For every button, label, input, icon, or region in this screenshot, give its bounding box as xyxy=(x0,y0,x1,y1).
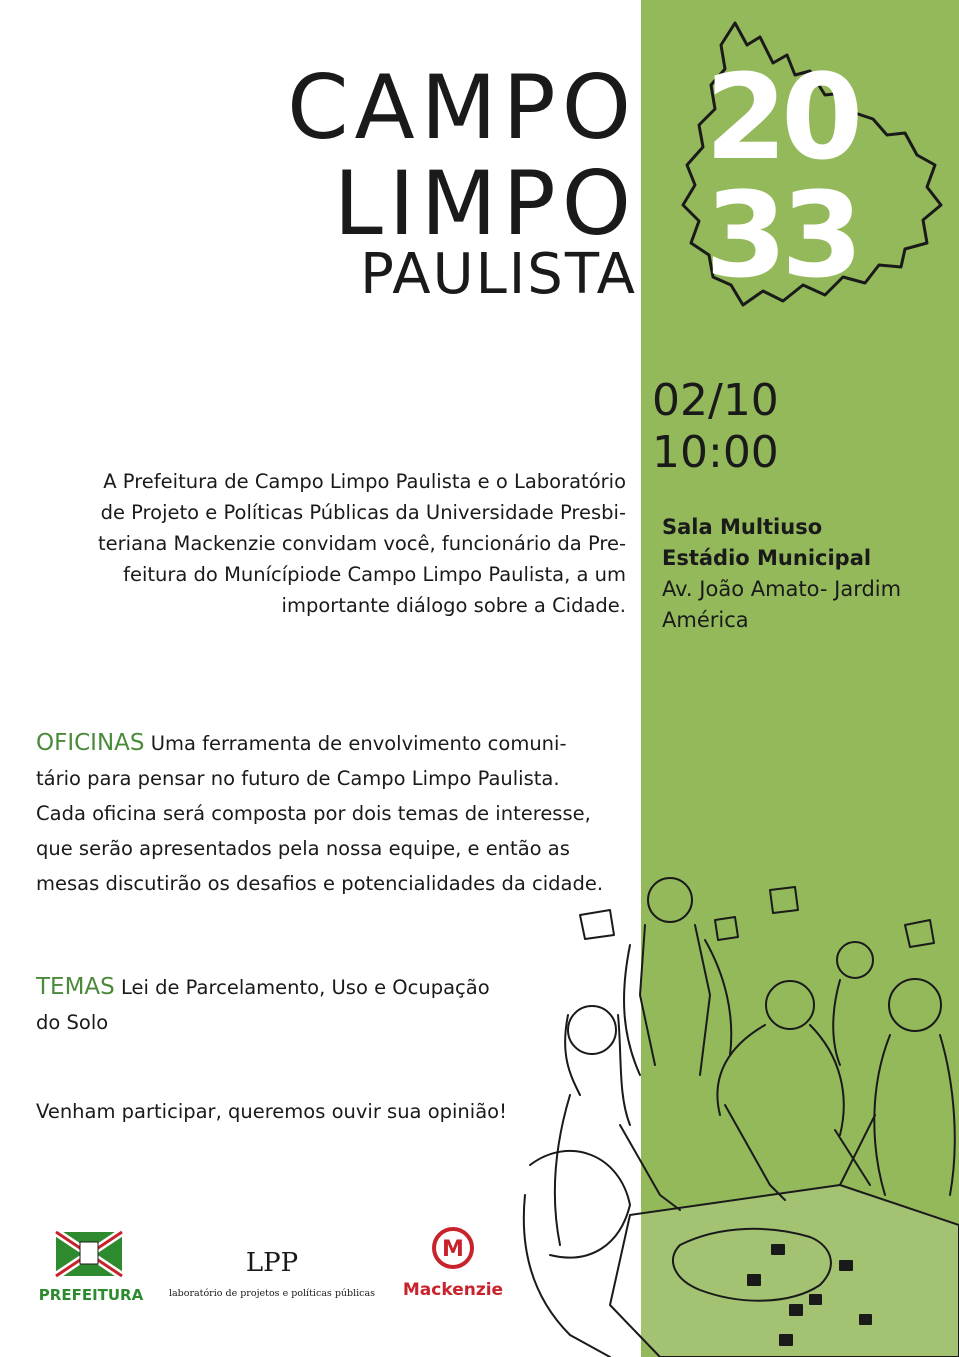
venue-address-line1: Av. João Amato- Jardim xyxy=(662,577,902,601)
oficinas-label: OFICINAS xyxy=(36,730,145,756)
intro-line: feitura do Munícípiode Campo Limpo Paulista, a um xyxy=(123,563,626,586)
mackenzie-logo xyxy=(398,1226,508,1300)
prefeitura-text: PREFEITURA xyxy=(38,1286,144,1304)
title-campo: CAMPO xyxy=(287,56,637,159)
intro-line: de Projeto e Políticas Públicas da Universidade Presbi- xyxy=(100,501,626,524)
venue-room: Sala Multiuso xyxy=(662,515,823,539)
closing-call: Venham participar, queremos ouvir sua opinião! xyxy=(36,1100,507,1123)
oficinas-line: Cada oficina será composta por dois temas de interesse, xyxy=(36,802,591,825)
title-limpo: LIMPO xyxy=(333,152,637,255)
intro-line: teriana Mackenzie convidam você, funcionário da Pre- xyxy=(98,532,626,555)
oficinas-text: Uma ferramenta de envolvimento comuni- xyxy=(150,732,567,755)
venue-address-line2: América xyxy=(662,608,749,632)
prefeitura-flag-icon xyxy=(54,1230,124,1278)
mackenzie-text: Mackenzie xyxy=(402,1280,504,1300)
people-around-table-illustration xyxy=(510,865,959,1357)
oficinas-line: que serão apresentados pela nossa equipe, e então as xyxy=(36,837,570,860)
temas-text: Lei de Parcelamento, Uso e Ocupação xyxy=(120,976,490,999)
temas-line: do Solo xyxy=(36,1011,109,1034)
lpp-logo xyxy=(162,1250,382,1299)
year-top-digits: 20 xyxy=(705,48,858,186)
oficinas-first-line xyxy=(36,726,636,761)
year-bottom-digits: 33 xyxy=(705,166,858,304)
mackenzie-initial: M xyxy=(442,1237,464,1262)
temas-label: TEMAS xyxy=(36,974,115,1000)
venue-building: Estádio Municipal xyxy=(662,546,872,570)
temas-first-line xyxy=(36,970,536,1005)
oficinas-line: tário para pensar no futuro de Campo Limpo Paulista. xyxy=(36,767,560,790)
event-venue xyxy=(662,512,901,636)
intro-line: A Prefeitura de Campo Limpo Paulista e o Laboratório xyxy=(103,470,626,493)
event-time: 10:00 xyxy=(652,427,779,478)
event-date: 02/10 xyxy=(652,375,779,426)
lpp-mark: LPP xyxy=(245,1248,299,1278)
temas-section xyxy=(36,970,536,1040)
mackenzie-emblem-icon xyxy=(431,1226,475,1270)
event-datetime xyxy=(652,375,779,479)
oficinas-line: mesas discutirão os desafios e potencialidades da cidade. xyxy=(36,872,604,895)
title-paulista: PAULISTA xyxy=(360,242,637,307)
intro-line: importante diálogo sobre a Cidade. xyxy=(281,594,626,617)
lpp-subtitle: laboratório de projetos e políticas públicas xyxy=(168,1288,376,1299)
intro-paragraph xyxy=(60,466,626,621)
